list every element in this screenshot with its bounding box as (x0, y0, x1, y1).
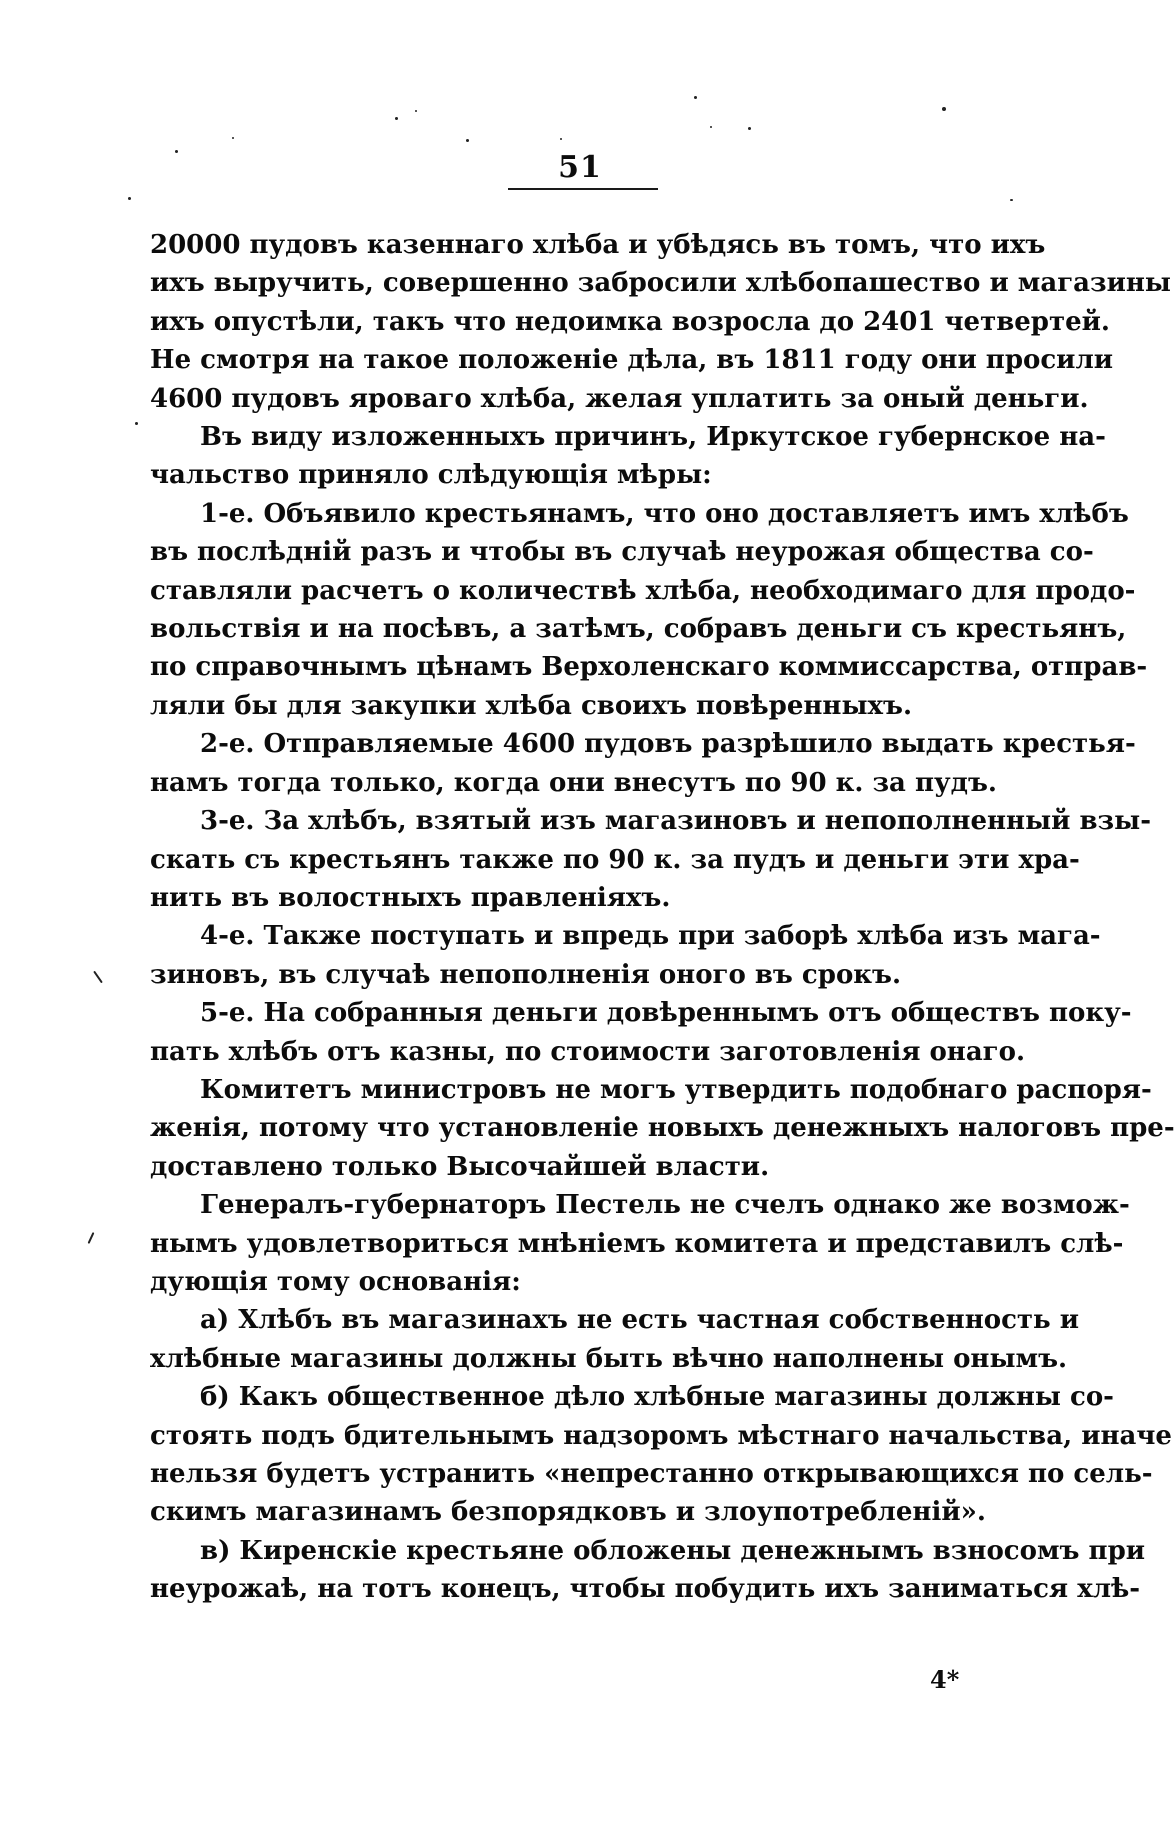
scan-speck (93, 971, 103, 984)
text-line: 20000 пудовъ казеннаго хлѣба и убѣдясь въ томъ, что ихъ (150, 230, 1046, 260)
text-line: нымъ удовлетвориться мнѣніемъ комитета и представилъ слѣ- (150, 1228, 1124, 1259)
body-text (150, 226, 1175, 1609)
scan-speck (560, 138, 562, 140)
text-line: 1-е. Объявило крестьянамъ, что оно доставляетъ имъ хлѣбъ (200, 498, 1129, 529)
scan-speck (175, 150, 178, 153)
text-line: скимъ магазинамъ безпорядковъ и злоупотребленій». (150, 1497, 986, 1528)
text-line: в) Киренскіе крестьяне обложены денежнымъ взносомъ при (200, 1535, 1146, 1566)
text-line: доставлено только Высочайшей власти. (150, 1151, 770, 1182)
text-line: ихъ опустѣли, такъ что недоимка возросла до 2401 четвертей. (150, 306, 1110, 337)
scan-speck (710, 126, 712, 128)
scan-speck (942, 107, 946, 111)
header-rule (508, 188, 658, 190)
text-line: намъ тогда только, когда они внесутъ по 90 к. за пудъ. (150, 767, 997, 798)
text-line: чальство приняло слѣдующія мѣры: (150, 460, 712, 491)
text-line: стоять подъ бдительнымъ надзоромъ мѣстнаго начальства, иначе (150, 1420, 1172, 1451)
signature-mark: 4* (930, 1665, 960, 1694)
scan-speck (88, 1232, 95, 1244)
scan-speck (135, 422, 138, 425)
text-line: 5-е. На собранныя деньги довѣреннымъ отъ обществъ поку- (200, 998, 1132, 1029)
text-line: по справочнымъ цѣнамъ Верхоленскаго коммиссарства, отправ- (150, 652, 1148, 683)
text-line: 4600 пудовъ яроваго хлѣба, желая уплатить за оный деньги. (150, 383, 1089, 414)
text-line: 2-е. Отправляемые 4600 пудовъ разрѣшило выдать крестья- (200, 729, 1136, 760)
text-line: пать хлѣбъ отъ казны, по стоимости заготовленія онаго. (150, 1036, 1026, 1067)
text-line: ставляли расчетъ о количествѣ хлѣба, необходимаго для продо- (150, 575, 1136, 606)
scan-speck (466, 139, 469, 142)
text-line: зиновъ, въ случаѣ непополненія оного въ срокъ. (150, 959, 902, 990)
scan-speck (232, 137, 234, 139)
scan-speck (128, 197, 131, 200)
text-line: Не смотря на такое положеніе дѣла, въ 1811 году они просили (150, 345, 1114, 376)
text-line: неурожаѣ, на тотъ конецъ, чтобы побудить ихъ заниматься хлѣ- (150, 1574, 1141, 1605)
scan-speck (694, 96, 697, 99)
text-line: хлѣбные магазины должны быть вѣчно наполнены онымъ. (150, 1343, 1068, 1374)
page-number: 51 (558, 150, 602, 185)
text-line: женія, потому что установленіе новыхъ денежныхъ налоговъ пре- (150, 1113, 1175, 1144)
text-line: 3-е. За хлѣбъ, взятый изъ магазиновъ и непополненный взы- (200, 806, 1151, 837)
text-line: нить въ волостныхъ правленіяхъ. (150, 882, 671, 913)
text-line: а) Хлѣбъ въ магазинахъ не есть частная собственность и (200, 1305, 1079, 1336)
text-line: вольствія и на посѣвъ, а затѣмъ, собравъ деньги съ крестьянъ, (150, 614, 1127, 645)
text-line: Въ виду изложенныхъ причинъ, Иркутское губернское на- (200, 422, 1106, 453)
text-line: Комитетъ министровъ не могъ утвердить подобнаго распоря- (200, 1074, 1152, 1105)
text-line: въ послѣдній разъ и чтобы въ случаѣ неурожая общества со- (150, 537, 1094, 568)
scan-speck (748, 127, 751, 130)
text-line: 4-е. Также поступать и впредь при заборѣ хлѣба изъ мага- (200, 921, 1101, 952)
text-line: скать съ крестьянъ также по 90 к. за пудъ и деньги эти хра- (150, 844, 1080, 875)
text-line: Генералъ-губернаторъ Пестель не счелъ однако же возмож- (200, 1190, 1130, 1221)
text-line: ляли бы для закупки хлѣба своихъ повѣренныхъ. (150, 690, 913, 721)
text-line: б) Какъ общественное дѣло хлѣбные магазины должны со- (200, 1382, 1114, 1413)
text-line: дующія тому основанія: (150, 1266, 521, 1297)
text-line: ихъ выручить, совершенно забросили хлѣбопашество и магазины (150, 268, 1171, 299)
scan-speck (1010, 199, 1013, 201)
scan-speck (395, 117, 398, 120)
text-line: нельзя будетъ устранить «непрестанно открывающихся по сель- (150, 1459, 1153, 1489)
scan-speck (415, 110, 417, 112)
